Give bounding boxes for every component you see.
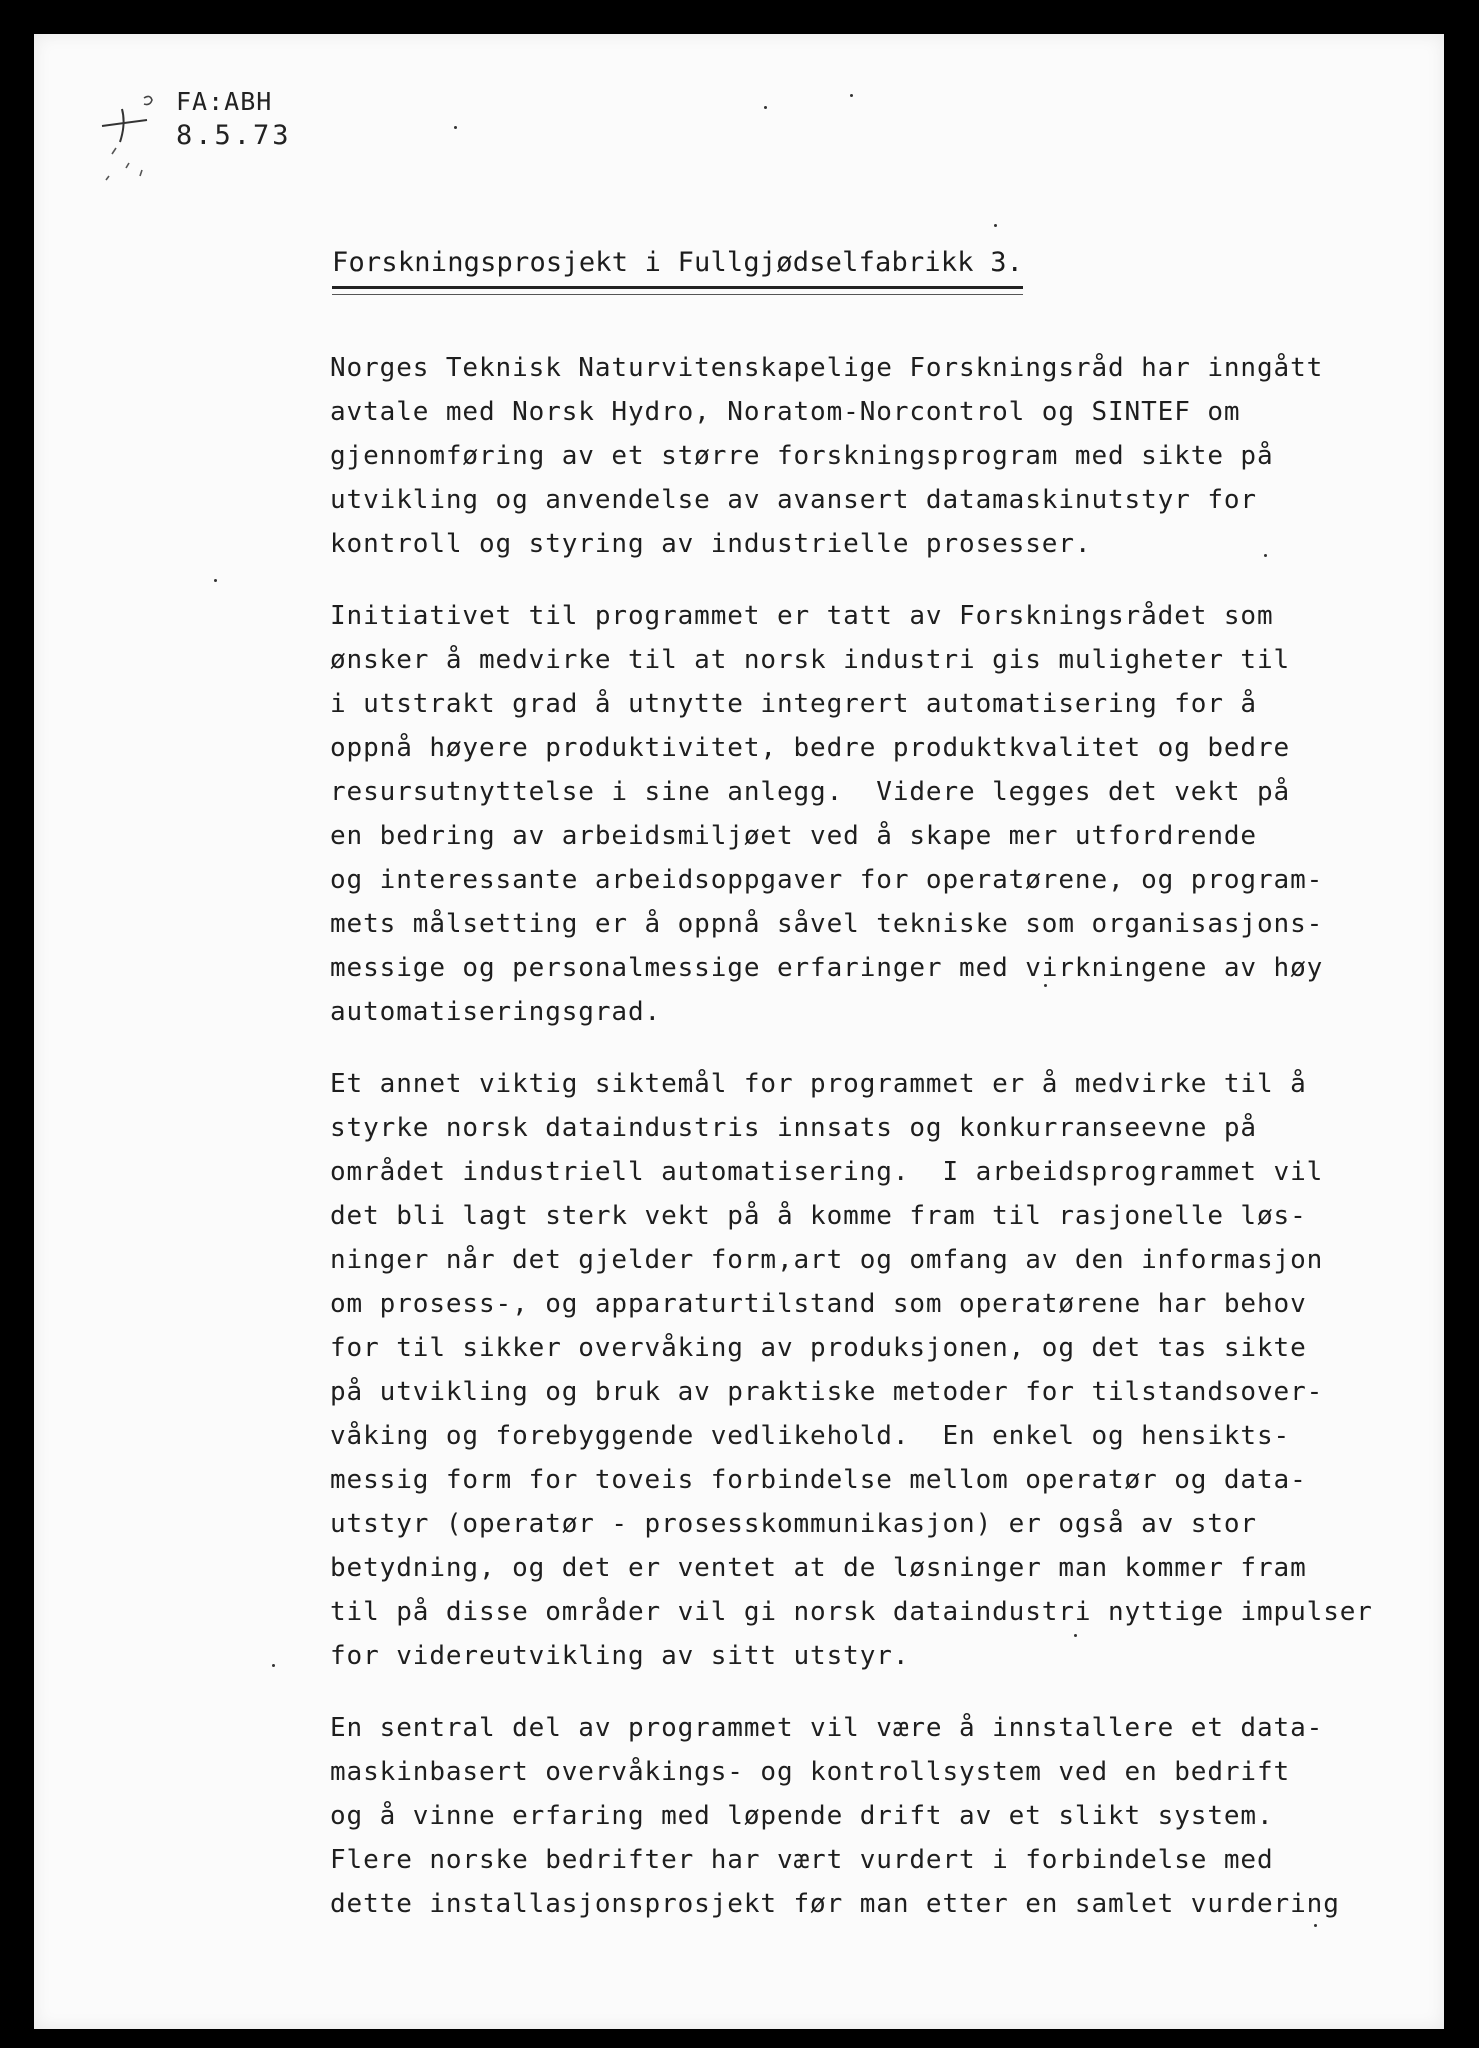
- text-line: En sentral del av programmet vil være å innstallere et data-: [330, 1713, 1324, 1743]
- text-line: kontroll og styring av industrielle prosesser.: [330, 529, 1092, 559]
- text-line: om prosess-, og apparaturtilstand som operatørene har behov: [330, 1289, 1307, 1319]
- paragraph: [330, 346, 1450, 566]
- paper-speck: [1314, 1924, 1317, 1927]
- paper-speck: [994, 224, 997, 227]
- text-line: og å vinne erfaring med løpende drift av et slikt system.: [330, 1801, 1274, 1831]
- text-line: dette installasjonsprosjekt før man etter en samlet vurdering: [330, 1889, 1340, 1919]
- text-line: for til sikker overvåking av produksjonen, og det tas sikte: [330, 1333, 1307, 1363]
- document-page: [34, 34, 1444, 2029]
- paper-speck: [1044, 984, 1047, 987]
- paper-speck: [1074, 1634, 1077, 1637]
- text-line: utstyr (operatør - prosesskommunikasjon) er også av stor: [330, 1509, 1257, 1539]
- reference-code: FA:ABH: [176, 87, 273, 116]
- document-date: 8.5.73: [176, 120, 292, 151]
- paper-speck: [850, 94, 853, 97]
- paragraph: [330, 1062, 1450, 1678]
- document-body: [330, 346, 1450, 1954]
- text-line: Et annet viktig siktemål for programmet er å medvirke til å: [330, 1069, 1307, 1099]
- paper-speck: [1264, 554, 1267, 557]
- handwritten-mark: [92, 84, 182, 194]
- text-line: utvikling og anvendelse av avansert datamaskinutstyr for: [330, 485, 1257, 515]
- document-title: Forskningsprosjekt i Fullgjødselfabrikk 3.: [332, 247, 1023, 289]
- text-line: på utvikling og bruk av praktiske metoder for tilstandsover-: [330, 1377, 1324, 1407]
- text-line: mets målsetting er å oppnå såvel tekniske som organisasjons-: [330, 909, 1324, 939]
- text-line: betydning, og det er ventet at de løsninger man kommer fram: [330, 1553, 1307, 1583]
- text-line: det bli lagt sterk vekt på å komme fram til rasjonelle løs-: [330, 1201, 1307, 1231]
- text-line: Initiativet til programmet er tatt av Forskningsrådet som: [330, 601, 1274, 631]
- text-line: resursutnyttelse i sine anlegg. Videre legges det vekt på: [330, 777, 1291, 807]
- text-line: våking og forebyggende vedlikehold. En enkel og hensikts-: [330, 1421, 1291, 1451]
- text-line: området industriell automatisering. I arbeidsprogrammet vil: [330, 1157, 1324, 1187]
- text-line: i utstrakt grad å utnytte integrert automatisering for å: [330, 689, 1257, 719]
- text-line: avtale med Norsk Hydro, Noratom-Norcontrol og SINTEF om: [330, 397, 1241, 427]
- paragraph: [330, 594, 1450, 1034]
- paper-speck: [454, 126, 457, 129]
- text-line: til på disse områder vil gi norsk dataindustri nyttige impulser: [330, 1597, 1373, 1627]
- text-line: Norges Teknisk Naturvitenskapelige Forskningsråd har inngått: [330, 353, 1324, 383]
- text-line: ninger når det gjelder form,art og omfang av den informasjon: [330, 1245, 1324, 1275]
- text-line: automatiseringsgrad.: [330, 997, 662, 1027]
- text-line: styrke norsk dataindustris innsats og konkurranseevne på: [330, 1113, 1257, 1143]
- text-line: messige og personalmessige erfaringer med virkningene av høy: [330, 953, 1324, 983]
- paper-speck: [764, 106, 767, 109]
- text-line: maskinbasert overvåkings- og kontrollsystem ved en bedrift: [330, 1757, 1291, 1787]
- text-line: for videreutvikling av sitt utstyr.: [330, 1641, 910, 1671]
- paper-speck: [214, 579, 217, 582]
- text-line: ønsker å medvirke til at norsk industri gis muligheter til: [330, 645, 1291, 675]
- text-line: og interessante arbeidsoppgaver for operatørene, og program-: [330, 865, 1324, 895]
- paper-speck: [272, 1664, 275, 1667]
- text-line: en bedring av arbeidsmiljøet ved å skape mer utfordrende: [330, 821, 1257, 851]
- paragraph: [330, 1706, 1450, 1926]
- text-line: gjennomføring av et større forskningsprogram med sikte på: [330, 441, 1274, 471]
- text-line: oppnå høyere produktivitet, bedre produktkvalitet og bedre: [330, 733, 1291, 763]
- text-line: Flere norske bedrifter har vært vurdert i forbindelse med: [330, 1845, 1274, 1875]
- text-line: messig form for toveis forbindelse mellom operatør og data-: [330, 1465, 1307, 1495]
